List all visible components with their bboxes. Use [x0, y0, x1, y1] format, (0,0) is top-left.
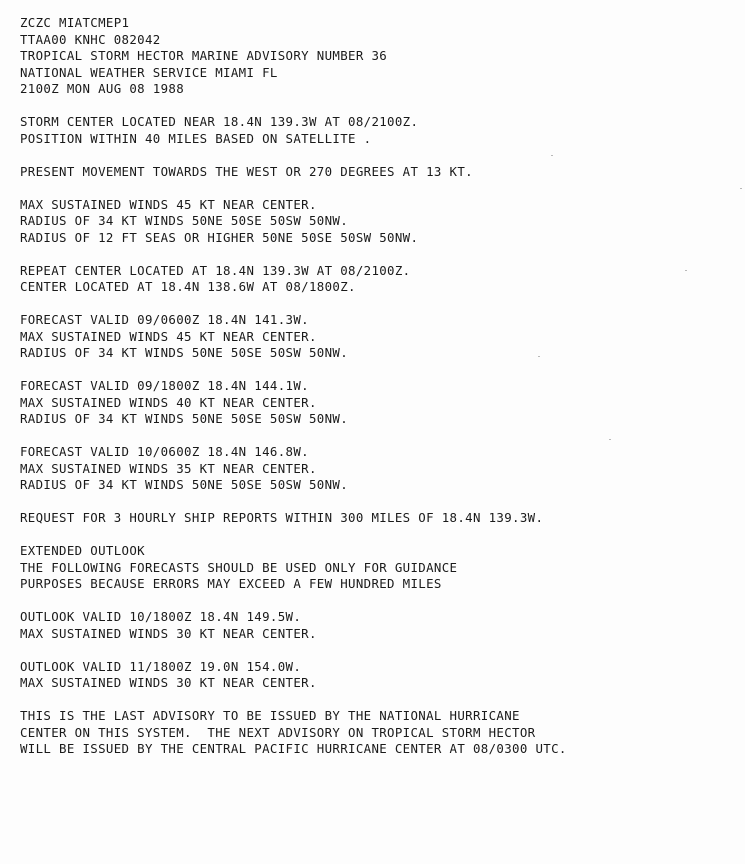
- forecast-1-block: [20, 312, 740, 362]
- storm-center-line: POSITION WITHIN 40 MILES BASED ON SATELLITE .: [20, 130, 372, 146]
- outlook-line: MAX SUSTAINED WINDS 30 KT NEAR CENTER.: [20, 675, 317, 690]
- header-block: [20, 15, 740, 98]
- forecast-line: FORECAST VALID 10/0600Z 18.4N 146.8W.: [20, 444, 309, 459]
- winds-line: RADIUS OF 12 FT SEAS OR HIGHER 50NE 50SE 50SW 50NW.: [20, 229, 419, 245]
- ship-request-line: REQUEST FOR 3 HOURLY SHIP REPORTS WITHIN 300 MILES OF 18.4N 139.3W.: [20, 510, 544, 525]
- extended-outlook-line: THE FOLLOWING FORECASTS SHOULD BE USED ONLY FOR GUIDANCE: [20, 559, 458, 575]
- closing-line: CENTER ON THIS SYSTEM. THE NEXT ADVISORY ON TROPICAL STORM HECTOR: [20, 724, 536, 740]
- extended-outlook-heading: EXTENDED OUTLOOK: [20, 543, 145, 558]
- header-line: NATIONAL WEATHER SERVICE MIAMI FL: [20, 64, 278, 80]
- forecast-3-block: [20, 444, 740, 494]
- movement-line: PRESENT MOVEMENT TOWARDS THE WEST OR 270 DEGREES AT 13 KT.: [20, 163, 473, 179]
- scan-speck: [551, 155, 553, 156]
- extended-outlook-line: PURPOSES BECAUSE ERRORS MAY EXCEED A FEW HUNDRED MILES: [20, 576, 442, 591]
- repeat-center-line: CENTER LOCATED AT 18.4N 138.6W AT 08/1800Z.: [20, 279, 356, 294]
- outlook-line: OUTLOOK VALID 10/1800Z 18.4N 149.5W.: [20, 609, 302, 624]
- scan-speck: [609, 439, 611, 440]
- outlook-line: OUTLOOK VALID 11/1800Z 19.0N 154.0W.: [20, 658, 302, 674]
- storm-center-line: STORM CENTER LOCATED NEAR 18.4N 139.3W AT 08/2100Z.: [20, 114, 419, 129]
- scan-speck: [740, 188, 742, 189]
- forecast-line: MAX SUSTAINED WINDS 45 KT NEAR CENTER.: [20, 328, 317, 344]
- forecast-line: MAX SUSTAINED WINDS 35 KT NEAR CENTER.: [20, 460, 317, 476]
- closing-line: WILL BE ISSUED BY THE CENTRAL PACIFIC HURRICANE CENTER AT 08/0300 UTC.: [20, 741, 567, 756]
- winds-line: RADIUS OF 34 KT WINDS 50NE 50SE 50SW 50NW.: [20, 213, 349, 228]
- winds-block: [20, 197, 740, 247]
- repeat-center-line: REPEAT CENTER LOCATED AT 18.4N 139.3W AT 08/2100Z.: [20, 262, 411, 278]
- forecast-line: RADIUS OF 34 KT WINDS 50NE 50SE 50SW 50NW.: [20, 411, 349, 426]
- movement-block: [20, 164, 740, 181]
- forecast-line: RADIUS OF 34 KT WINDS 50NE 50SE 50SW 50NW.: [20, 477, 349, 492]
- scan-speck: [538, 356, 540, 357]
- ship-request-block: [20, 510, 740, 527]
- closing-line: THIS IS THE LAST ADVISORY TO BE ISSUED BY THE NATIONAL HURRICANE: [20, 708, 520, 723]
- outlook-line: MAX SUSTAINED WINDS 30 KT NEAR CENTER.: [20, 625, 317, 641]
- forecast-line: FORECAST VALID 09/1800Z 18.4N 144.1W.: [20, 378, 309, 393]
- forecast-line: FORECAST VALID 09/0600Z 18.4N 141.3W.: [20, 312, 309, 327]
- header-line: TROPICAL STORM HECTOR MARINE ADVISORY NUMBER 36: [20, 48, 388, 63]
- extended-outlook-block: [20, 543, 740, 593]
- advisory-text: [20, 15, 740, 774]
- forecast-line: RADIUS OF 34 KT WINDS 50NE 50SE 50SW 50NW.: [20, 345, 349, 360]
- storm-center-block: [20, 114, 740, 147]
- outlook-2-block: [20, 659, 740, 692]
- header-line: ZCZC MIATCMEP1: [20, 15, 130, 30]
- header-line: TTAA00 KNHC 082042: [20, 31, 161, 47]
- winds-line: MAX SUSTAINED WINDS 45 KT NEAR CENTER.: [20, 196, 317, 212]
- header-line: 2100Z MON AUG 08 1988: [20, 81, 185, 96]
- repeat-center-block: [20, 263, 740, 296]
- forecast-line: MAX SUSTAINED WINDS 40 KT NEAR CENTER.: [20, 394, 317, 410]
- closing-block: [20, 708, 740, 758]
- scan-speck: [685, 270, 687, 271]
- outlook-1-block: [20, 609, 740, 642]
- forecast-2-block: [20, 378, 740, 428]
